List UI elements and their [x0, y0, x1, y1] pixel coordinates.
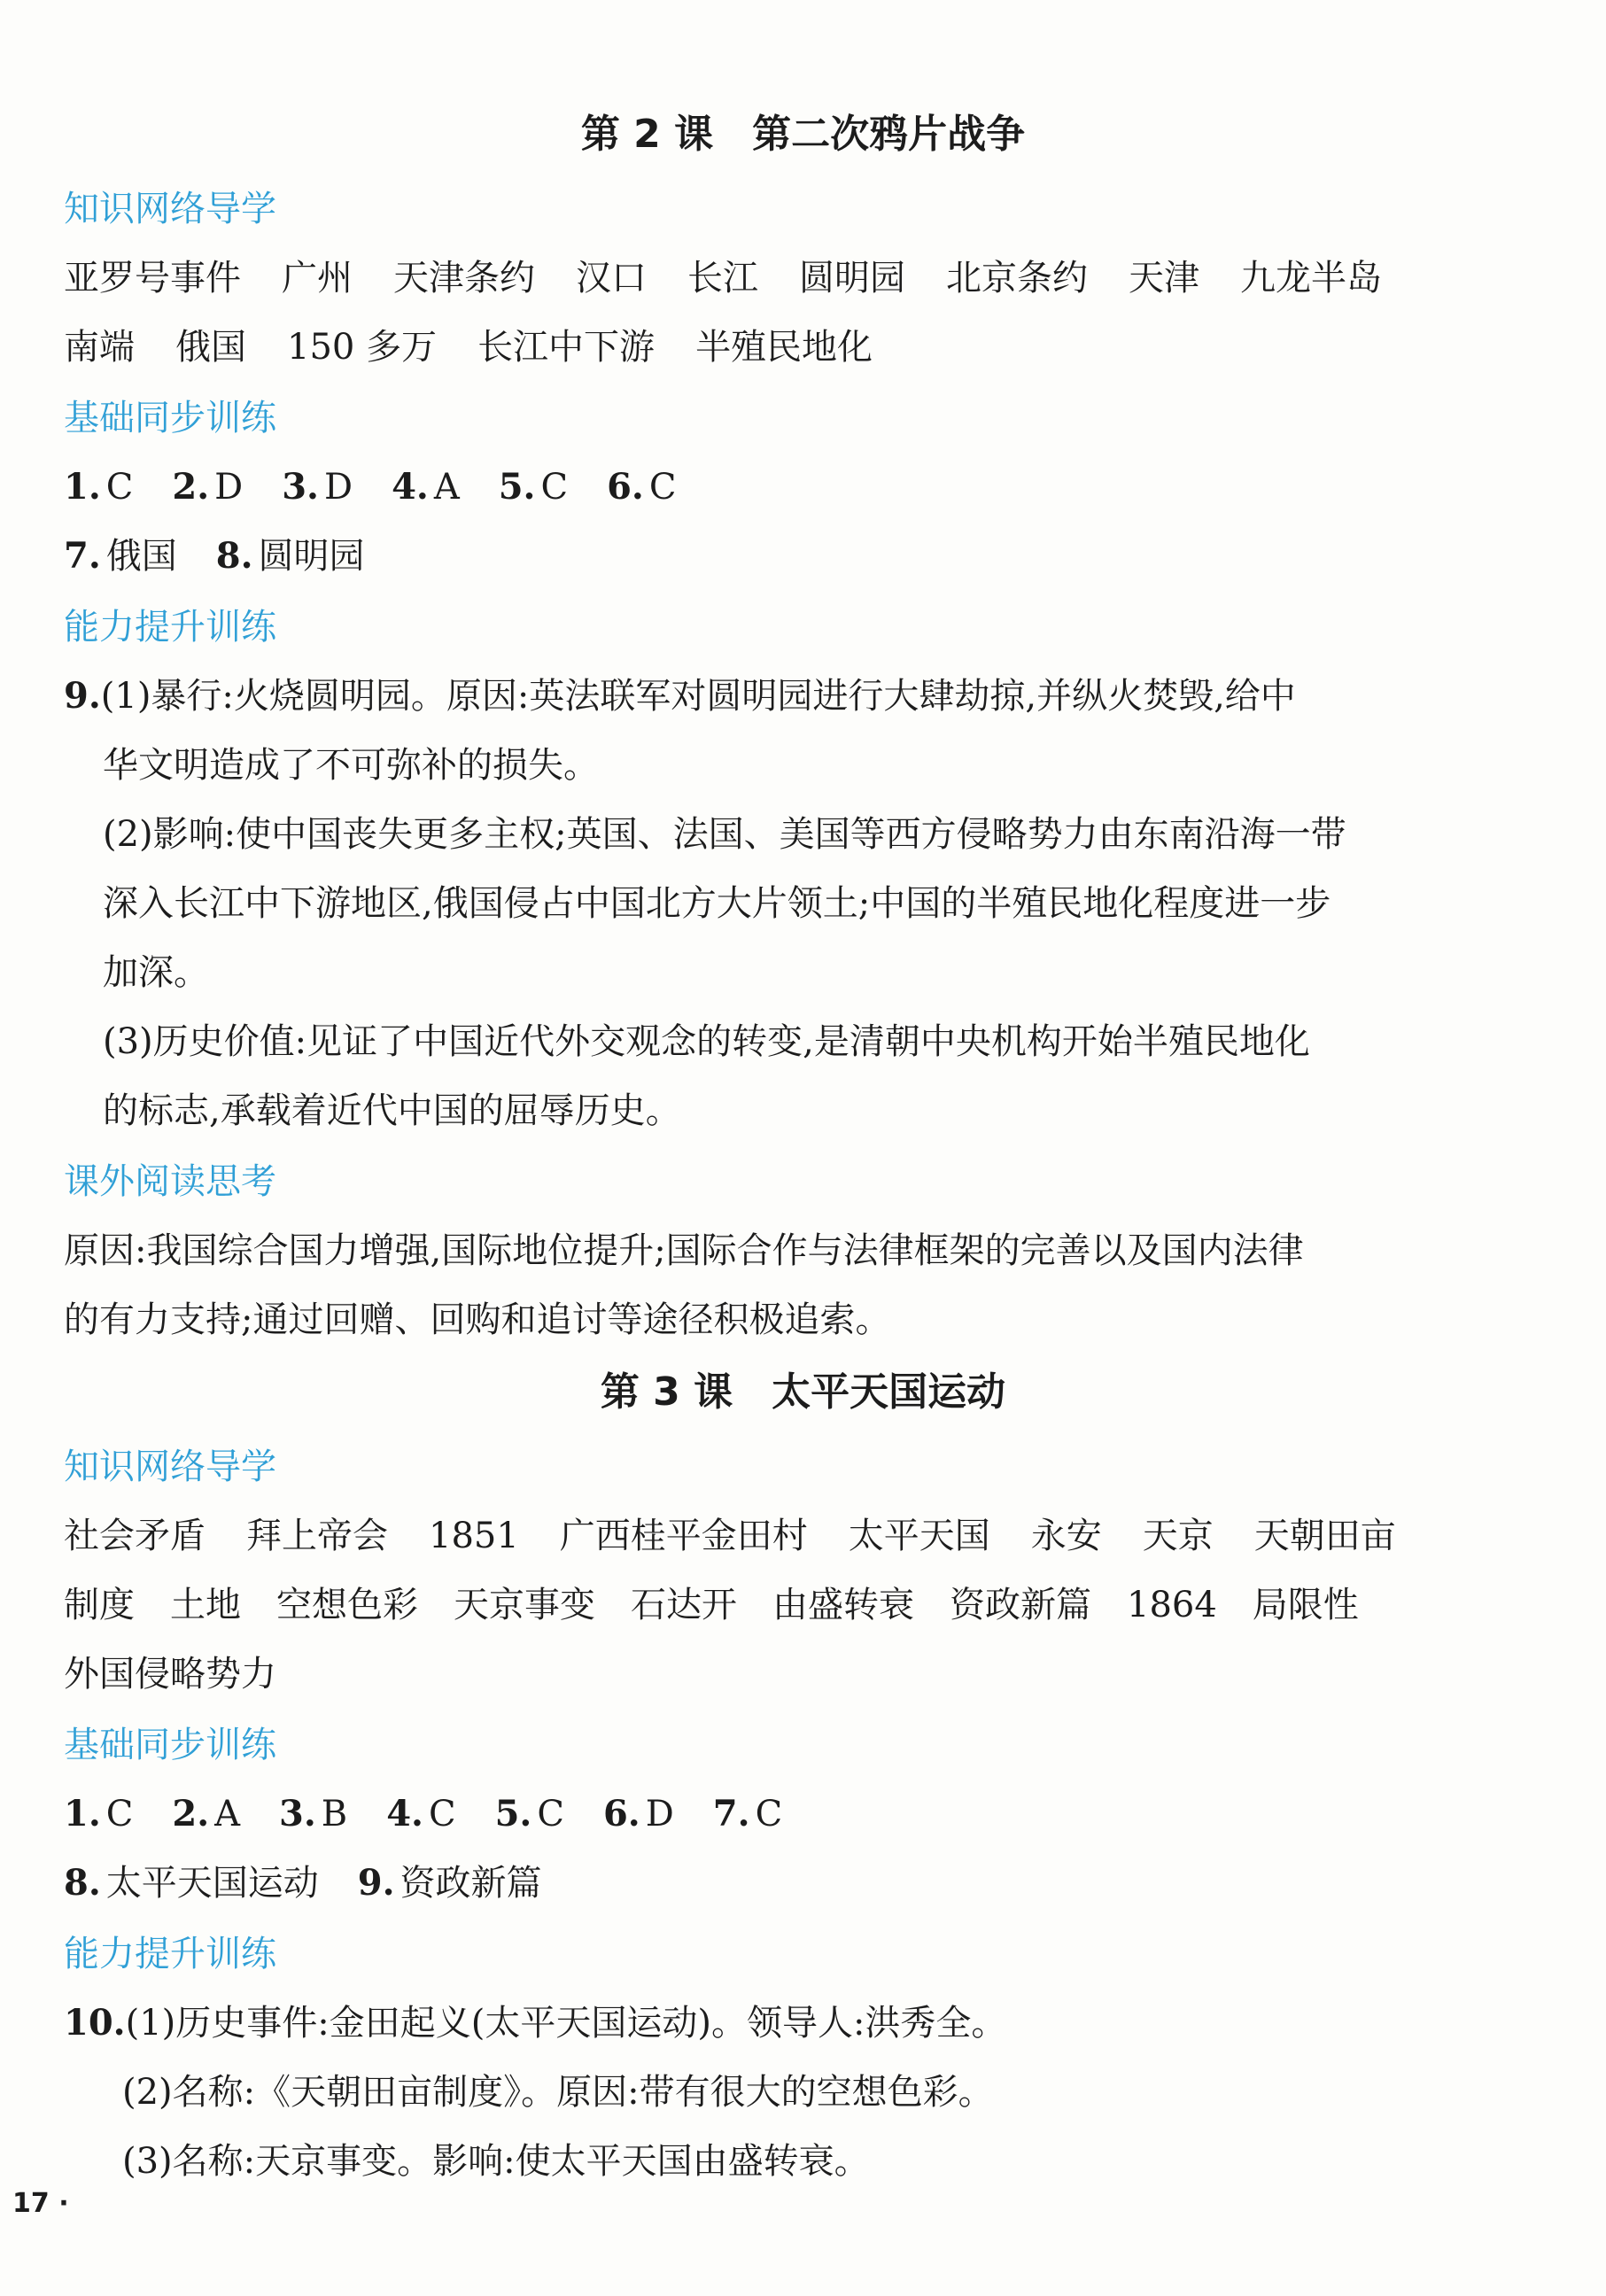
- answer-item: 7. C: [712, 1793, 783, 1834]
- keyword: 1851: [429, 1516, 519, 1556]
- answer-item: 5. C: [498, 466, 569, 508]
- answer-item: 1. C: [64, 1793, 134, 1834]
- keyword: 圆明园: [799, 258, 905, 299]
- keyword-row: [64, 1582, 1359, 1628]
- keyword: 天津: [1129, 258, 1199, 299]
- answer-item: 3. D: [282, 466, 353, 508]
- answer-item: 8. 圆明园: [215, 535, 365, 577]
- keyword-row: [64, 1513, 1396, 1559]
- keyword: 石达开: [631, 1585, 737, 1625]
- keyword: 空想色彩: [276, 1585, 418, 1625]
- answer-item: 4. C: [386, 1793, 456, 1834]
- lesson-3-title: 第 3 课 太平天国运动: [600, 1369, 1006, 1415]
- keyword: 北京条约: [946, 258, 1088, 299]
- keyword-row: [64, 324, 913, 370]
- q9-line: (3)历史价值:见证了中国近代外交观念的转变,是清朝中央机构开始半殖民地化: [103, 1021, 1310, 1062]
- q9-line: 的标志,承载着近代中国的屈辱历史。: [103, 1090, 681, 1131]
- keyword: 由盛转衰: [772, 1585, 914, 1625]
- answer-item: 1. C: [64, 466, 134, 508]
- keyword: 广西桂平金田村: [559, 1516, 808, 1556]
- keyword: 天京事变: [454, 1585, 595, 1625]
- section-basic-training: 基础同步训练: [64, 398, 276, 438]
- answer-item: 2. D: [172, 466, 244, 508]
- keyword: 天京: [1142, 1516, 1214, 1556]
- answer-row: [64, 464, 715, 510]
- lesson-2-title: 第 2 课 第二次鸦片战争: [580, 112, 1026, 157]
- q10-line: (3)名称:天京事变。影响:使太平天国由盛转衰。: [122, 2141, 870, 2182]
- answer-item: 6. D: [602, 1793, 674, 1834]
- q9-line: 9.(1)暴行:火烧圆明园。原因:英法联军对圆明园进行大肆劫掠,并纵火焚毁,给中: [64, 675, 1296, 717]
- keyword: 资政新篇: [950, 1585, 1091, 1625]
- keyword: 天津条约: [393, 258, 535, 299]
- question-number: 9.: [64, 675, 101, 717]
- keyword: 外国侵略势力: [64, 1654, 276, 1695]
- answer-item: 4. A: [392, 466, 460, 508]
- keyword: 南端: [64, 327, 135, 368]
- answer-row: [64, 1791, 821, 1837]
- answer-item: 7. 俄国: [64, 535, 177, 577]
- section-ability-training: 能力提升训练: [64, 1934, 276, 1974]
- keyword: 1864: [1127, 1585, 1217, 1625]
- q10-line: 10.(1)历史事件:金田起义(太平天国运动)。领导人:洪秀全。: [64, 2002, 1007, 2044]
- keyword: 俄国: [175, 327, 246, 368]
- keyword: 长江: [687, 258, 758, 299]
- reading-line: 原因:我国综合国力增强,国际地位提升;国际合作与法律框架的完善以及国内法律: [64, 1230, 1304, 1271]
- answer-item: 5. C: [494, 1793, 564, 1834]
- keyword: 太平天国: [848, 1516, 990, 1556]
- keyword: 土地: [170, 1585, 241, 1625]
- keyword: 永安: [1030, 1516, 1102, 1556]
- keyword: 150 多万: [287, 327, 438, 368]
- keyword: 亚罗号事件: [64, 258, 241, 299]
- keyword: 半殖民地化: [695, 327, 873, 368]
- answer-item: 6. C: [607, 466, 677, 508]
- reading-line: 的有力支持;通过回赠、回购和追讨等途径积极追索。: [64, 1299, 891, 1340]
- keyword: 社会矛盾: [64, 1516, 206, 1556]
- answer-item: 9. 资政新篇: [357, 1862, 542, 1904]
- keyword: 汉口: [576, 258, 647, 299]
- answer-item: 2. A: [172, 1793, 241, 1834]
- keyword: 广州: [282, 258, 353, 299]
- section-knowledge-network: 知识网络导学: [64, 189, 276, 229]
- q10-line: (2)名称:《天朝田亩制度》。原因:带有很大的空想色彩。: [122, 2072, 994, 2113]
- section-ability-training: 能力提升训练: [64, 607, 276, 648]
- q9-line: 深入长江中下游地区,俄国侵占中国北方大片领土;中国的半殖民地化程度进一步: [103, 883, 1331, 924]
- answer-item: 8. 太平天国运动: [64, 1862, 319, 1904]
- keyword-row: [64, 1651, 317, 1697]
- answer-item: 3. B: [279, 1793, 348, 1834]
- keyword-row: [64, 255, 1382, 301]
- section-basic-training: 基础同步训练: [64, 1725, 276, 1765]
- answer-row: [64, 1860, 581, 1906]
- q9-line: (2)影响:使中国丧失更多主权;英国、法国、美国等西方侵略势力由东南沿海一带: [103, 814, 1346, 855]
- q9-line: 加深。: [103, 952, 209, 993]
- keyword: 天朝田亩: [1253, 1516, 1396, 1556]
- question-number: 10.: [64, 2002, 126, 2044]
- keyword: 拜上帝会: [246, 1516, 388, 1556]
- section-extracurricular-reading: 课外阅读思考: [64, 1161, 276, 1202]
- keyword: 长江中下游: [477, 327, 656, 368]
- keyword: 制度: [64, 1585, 135, 1625]
- q9-line: 华文明造成了不可弥补的损失。: [103, 745, 599, 786]
- page-number: 17 ·: [12, 2188, 69, 2219]
- keyword: 局限性: [1252, 1585, 1359, 1625]
- answer-row: [64, 533, 404, 579]
- section-knowledge-network: 知识网络导学: [64, 1447, 276, 1487]
- keyword: 九龙半岛: [1240, 258, 1382, 299]
